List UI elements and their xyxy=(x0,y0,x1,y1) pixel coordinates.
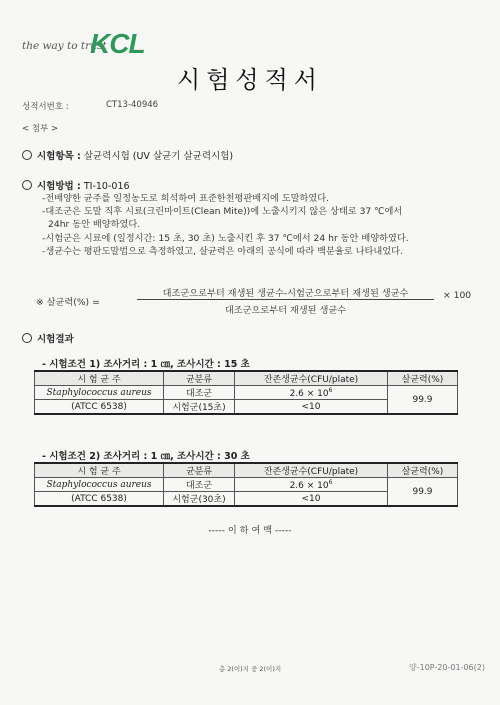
logo-tagline: the way to trust xyxy=(22,40,107,52)
header-count: 잔존생균수(CFU/plate) xyxy=(235,463,388,478)
condition-2: - 시험조건 2) 조사거리 : 1 ㎝, 조사시간 : 30 초 xyxy=(42,451,250,462)
form-code: 양-10P-20-01-06(2) xyxy=(409,663,485,672)
test-item-label: 시험항목 : xyxy=(37,151,81,162)
document-title: 시험성적서 xyxy=(177,66,323,94)
table-header-row xyxy=(35,371,458,386)
table-row xyxy=(35,386,458,400)
group-cell: 대조군 xyxy=(164,386,235,400)
test-item-value: 살균력시험 (UV 살균기 살균력시험) xyxy=(83,151,234,162)
condition-1: - 시험조건 1) 조사거리 : 1 ㎝, 조사시간 : 15 초 xyxy=(42,359,250,370)
method-line: 24hr 동안 배양하였다. xyxy=(48,219,141,231)
page-indicator: 총 2(이)지 중 2(이)지 xyxy=(218,665,282,673)
header-strain: 시 험 균 주 xyxy=(35,463,164,478)
method-lines xyxy=(42,192,409,258)
header-rate: 살균력(%) xyxy=(388,463,458,478)
table-header-row xyxy=(35,463,458,478)
table-row xyxy=(35,478,458,492)
results-heading-text: 시험결과 xyxy=(37,334,74,345)
cert-number: CT13-40946 xyxy=(106,100,159,110)
kcl-logo: KCL xyxy=(90,28,145,59)
rate-cell: 99.9 xyxy=(388,386,458,415)
method-line: -전배양한 균주를 일정농도로 희석하여 표준한천평판배지에 도말하였다. xyxy=(42,193,330,204)
count-cell xyxy=(235,386,388,400)
method-line: -생균수는 평판도말법으로 측정하였고, 살균력은 아래의 공식에 따라 백분율로 나타내었다. xyxy=(42,245,403,257)
method-line: -시험군은 시료에 (일정시간: 15 초, 30 초) 노출시킨 후 37 ℃에서 24 hr 동안 배양하였다. xyxy=(42,232,409,244)
count-exponent: 6 xyxy=(328,478,333,486)
strain-code: (ATCC 6538) xyxy=(35,400,164,415)
bullet-circle xyxy=(22,150,32,160)
rate-cell: 99.9 xyxy=(388,478,458,507)
formula-fraction-bar xyxy=(137,299,434,300)
count-base: 2.6 × 10 xyxy=(289,388,329,399)
bullet-circle xyxy=(22,333,32,343)
strain-name: Staphylococcus aureus xyxy=(35,478,164,492)
header-strain: 시 험 균 주 xyxy=(35,371,164,386)
formula-multiplier: × 100 xyxy=(443,290,472,301)
count-cell: <10 xyxy=(235,492,388,507)
results-table-1 xyxy=(34,370,458,415)
header-rate: 살균력(%) xyxy=(388,371,458,386)
test-method xyxy=(22,178,130,192)
method-line: -대조군은 도말 직후 시료(크린마이트(Clean Mite))에 노출시키지 않은 상태로 37 ℃에서 xyxy=(42,206,403,218)
group-cell: 시험군(15초) xyxy=(164,400,235,415)
attachment-label: < 첨부 > xyxy=(22,124,59,134)
formula-lhs: ※ 살균력(%) = xyxy=(36,297,100,308)
group-cell: 대조군 xyxy=(164,478,235,492)
test-method-label: 시험방법 : xyxy=(37,181,81,192)
end-of-document-mark: ----- 이 하 여 백 ----- xyxy=(208,525,292,536)
count-cell xyxy=(235,478,388,492)
strain-code: (ATCC 6538) xyxy=(35,492,164,507)
header-group: 균분류 xyxy=(164,371,235,386)
formula-denominator: 대조군으로부터 재생된 생균수 xyxy=(224,305,347,316)
group-cell: 시험군(30초) xyxy=(164,492,235,507)
count-exponent: 6 xyxy=(328,386,333,394)
results-table-2 xyxy=(34,462,458,507)
header-group: 균분류 xyxy=(164,463,235,478)
test-item xyxy=(22,148,233,162)
strain-name: Staphylococcus aureus xyxy=(35,386,164,400)
cert-number-label: 성적서번호 : xyxy=(22,102,69,112)
test-method-code: TI-10-016 xyxy=(83,181,130,192)
results-heading xyxy=(22,331,74,345)
formula-numerator: 대조군으로부터 재생된 생균수-시험군으로부터 재생된 생균수 xyxy=(162,288,409,299)
count-cell: <10 xyxy=(235,400,388,415)
bullet-circle xyxy=(22,180,32,190)
count-base: 2.6 × 10 xyxy=(289,480,329,491)
header-count: 잔존생균수(CFU/plate) xyxy=(235,371,388,386)
